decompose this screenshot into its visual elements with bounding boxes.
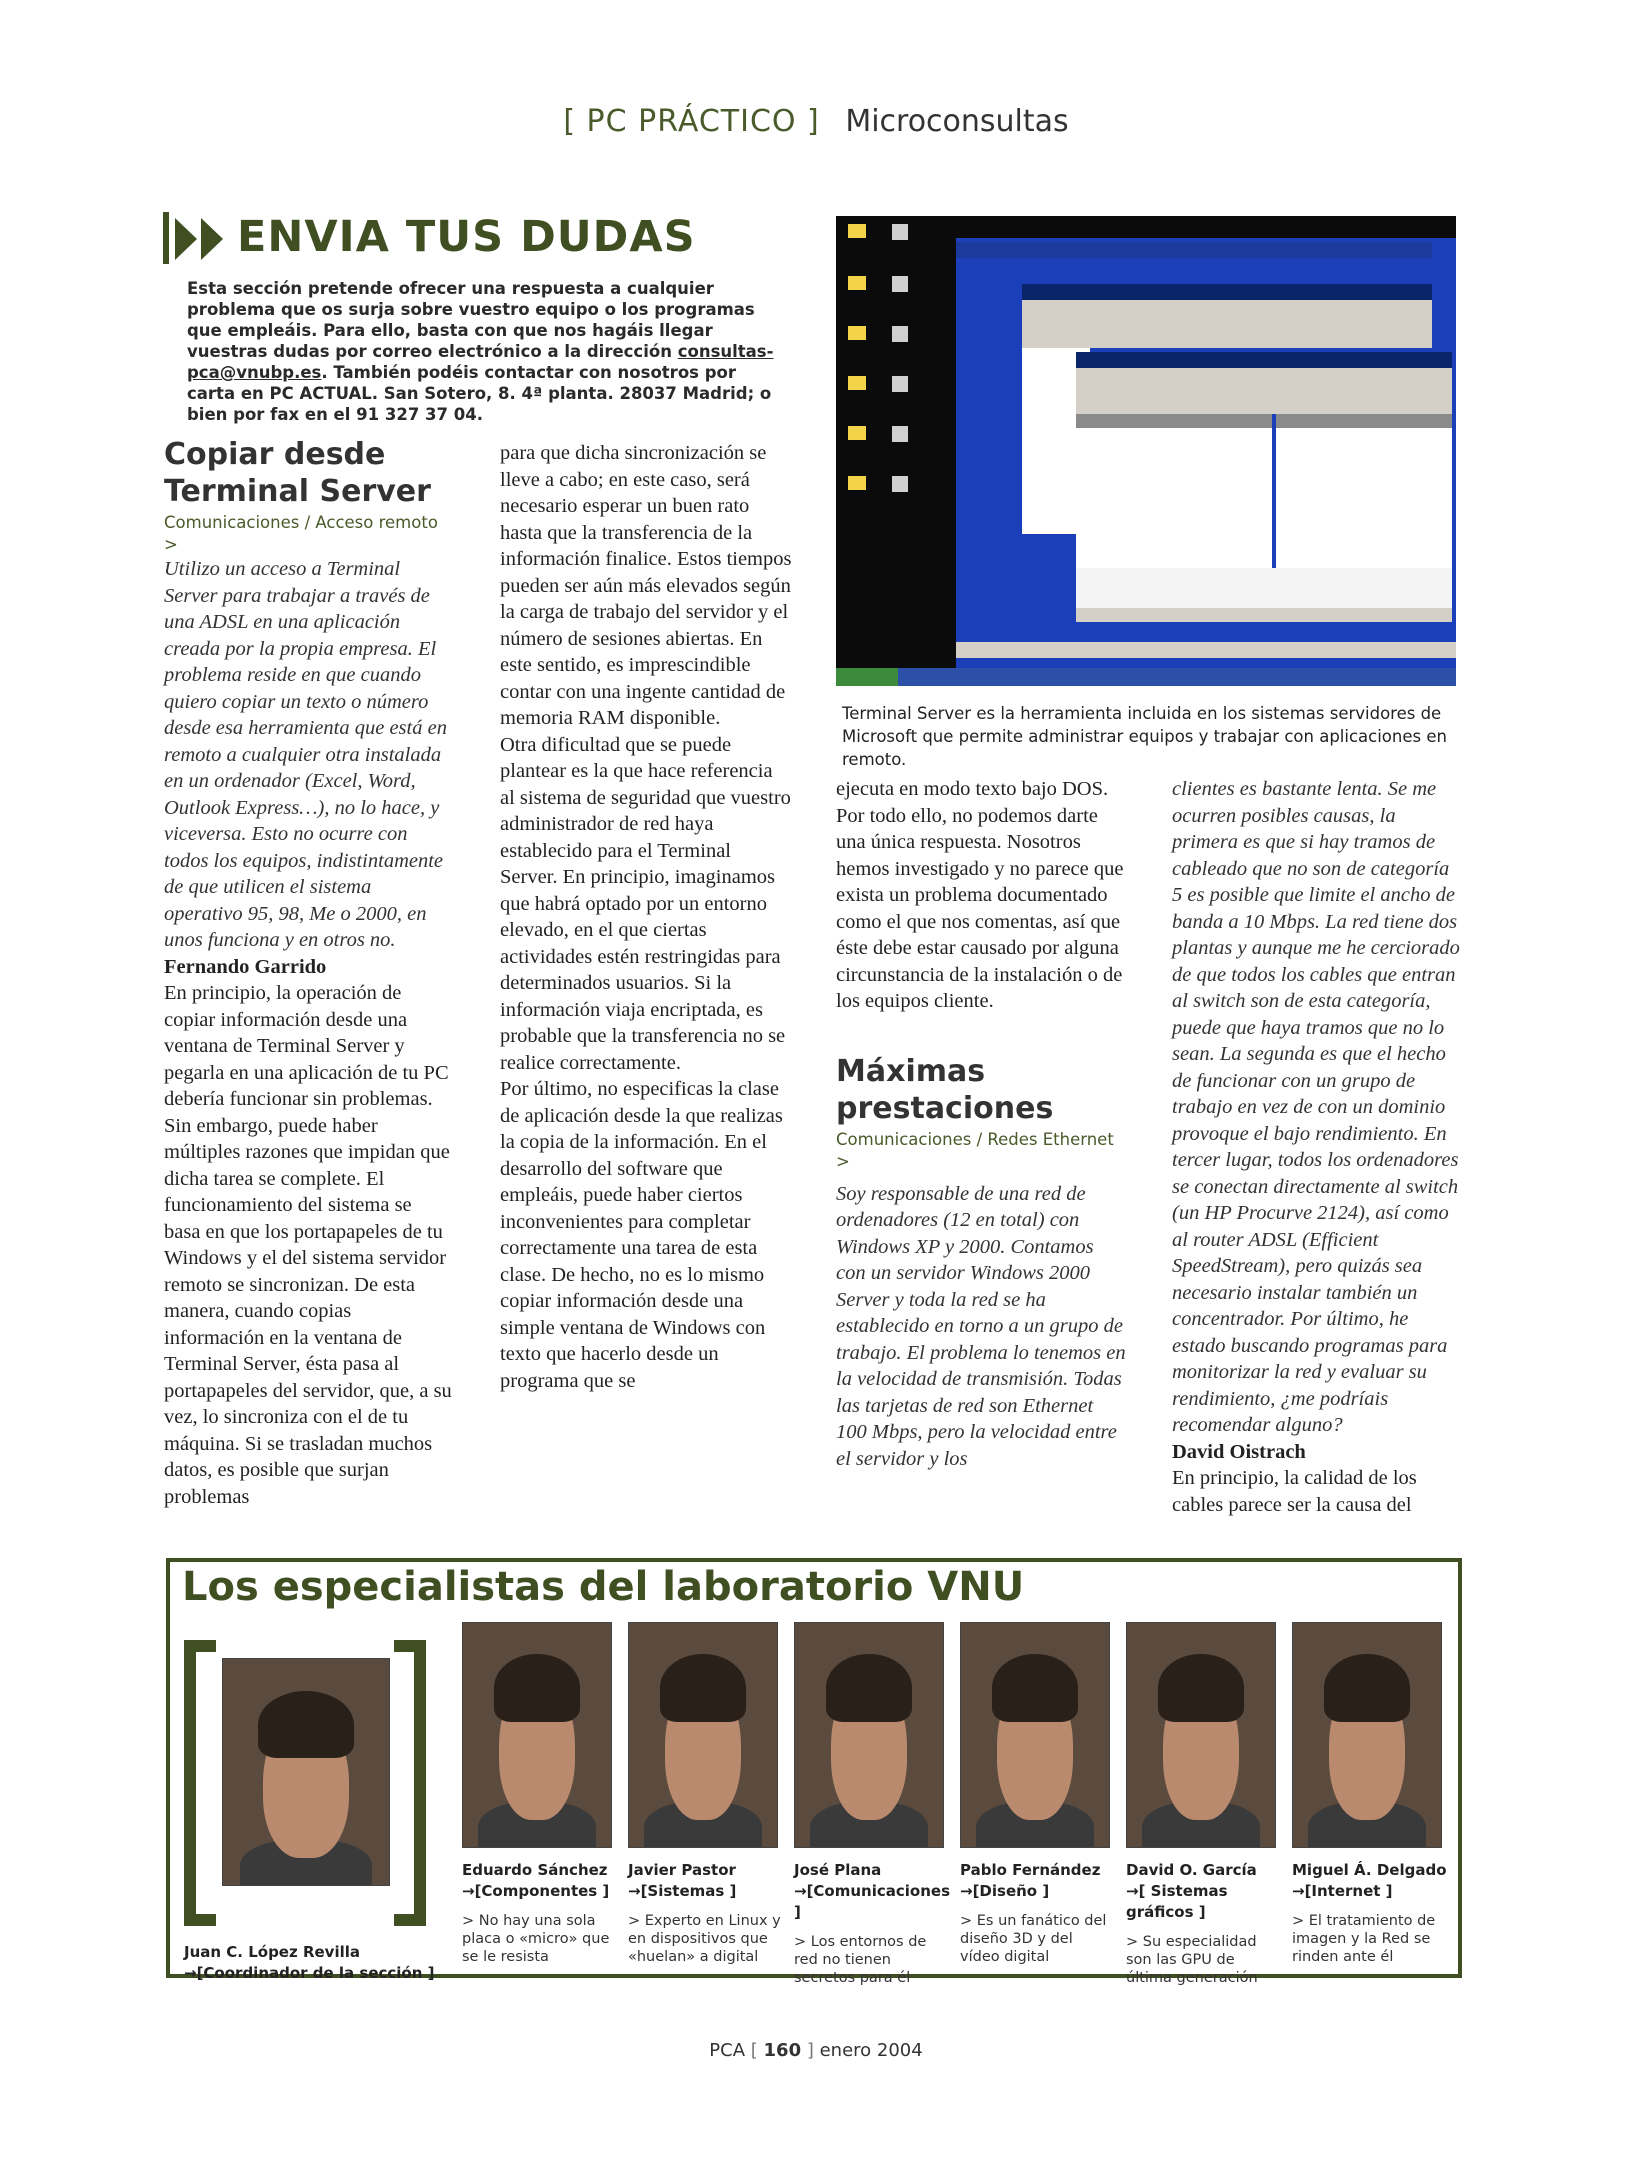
accent-bar: [163, 212, 169, 264]
article2-category: Comunicaciones / Redes Ethernet >: [836, 1129, 1114, 1171]
specialist-photo: [794, 1622, 944, 1848]
lead-name: Juan C. López Revilla: [184, 1943, 360, 1961]
article1-answer-col3-p2: Por todo ello, no podemos darte una única respuesta. Nosotros hemos investigado y no parece que exista un problema documentado como el que nos comentas, así que éste debe estar causado por alguna circunstancia de la instalación o de los equipos cliente.: [836, 804, 1124, 1012]
lead-role: →[Coordinador de la sección ]: [184, 1964, 435, 1982]
terminal-server-screenshot: [836, 216, 1456, 686]
article2-author: David Oistrach: [1172, 1440, 1306, 1463]
specialist-photo: [960, 1622, 1110, 1848]
specialist-card: [462, 1622, 618, 1966]
bracket-right: [394, 1640, 426, 1926]
lead-photo: [222, 1658, 390, 1886]
column-1: [164, 436, 452, 1510]
specialist-desc: > Su especialidad son las GPU de última generación: [1126, 1934, 1258, 1986]
specialist-desc: > Los entornos de red no tienen secretos para él: [794, 1934, 927, 1986]
subsection-label: Microconsultas: [845, 104, 1069, 139]
specialist-role: →[Diseño ]: [960, 1882, 1050, 1900]
specialist-photo: [462, 1622, 612, 1848]
specialist-role: →[Internet ]: [1292, 1882, 1393, 1900]
article2-title-line1: Máximas: [836, 1053, 986, 1089]
envia-text-before: Esta sección pretende ofrecer una respuesta a cualquier problema que os surja sobre vuestro equipo o los programas que empleáis. Para ello, basta con que nos hagáis llegar vuestras dudas por correo electrónico a la dirección: [187, 279, 755, 361]
article2-answer-col4: En principio, la calidad de los cables parece ser la causa del: [1172, 1467, 1417, 1516]
specialist-photo: [628, 1622, 778, 1848]
envia-text-after: . También podéis contactar con nosotros por carta en PC ACTUAL. San Sotero, 8. 4ª planta. 28037 Madrid; o bien por fax en el 91 327 37 04.: [187, 363, 772, 424]
article1-answer-col2-p2: Otra dificultad que se puede plantear es la que hace referencia al sistema de seguridad que vuestro administrador de red haya establecido para el Terminal Server. En principio, imaginamos que habrá optado por un entorno elevado, en el que ciertas actividades estén restringidas para determinados usuarios. Si la información viaja encriptada, es probable que la transferencia no se realice correctamente.: [500, 733, 791, 1074]
article1-title-line2: Terminal Server: [164, 474, 431, 509]
email-link[interactable]: consultas-pca@vnubp.es: [187, 342, 774, 382]
article1-category: Comunicaciones / Acceso remoto >: [164, 513, 438, 554]
bracket-left: [184, 1640, 216, 1926]
page-header: [0, 104, 1632, 139]
specialist-role: →[ Sistemas gráficos ]: [1126, 1882, 1228, 1921]
footer-date: enero 2004: [819, 2040, 923, 2061]
article2-title-line2: prestaciones: [836, 1090, 1054, 1126]
specialist-desc: > Es un fanático del diseño 3D y del vídeo digital: [960, 1913, 1107, 1965]
article1-answer-col2-p3: Por último, no especificas la clase de aplicación desde la que realizas la copia de la información. En el desarrollo del software que empleáis, puede haber ciertos inconvenientes para completar correctamente una tarea de esta clase. De hecho, no es lo mismo copiar información desde una simple ventana de Windows con texto que hacerlo desde un programa que se: [500, 1078, 783, 1392]
envia-title: ENVIA TUS DUDAS: [237, 212, 696, 262]
article1-title-line1: Copiar desde: [164, 437, 386, 472]
specialist-name: David O. García: [1126, 1861, 1257, 1879]
screenshot-caption: Terminal Server es la herramienta incluida en los sistemas servidores de Microsoft que permite administrar equipos y trabajar con aplicaciones en remoto.: [842, 704, 1447, 769]
envia-text: [187, 278, 777, 425]
specialists-title: Los especialistas del laboratorio VNU: [176, 1562, 1030, 1612]
specialist-photo: [1126, 1622, 1276, 1848]
page-number: 160: [763, 2040, 802, 2061]
column-4: [1172, 776, 1464, 1518]
specialist-card: [960, 1622, 1116, 1966]
page-footer: PCA [ 160 ] enero 2004: [709, 2040, 923, 2061]
specialist-card: [628, 1622, 784, 1966]
specialist-name: Javier Pastor: [628, 1861, 736, 1879]
article1-answer-col1: En principio, la operación de copiar información desde una ventana de Terminal Server y pegarla en una aplicación de tu PC debería funcionar sin problemas. Sin embargo, puede haber múltiples razones que impidan que dicha tarea se complete. El funcionamiento del sistema se basa en que los portapapeles de tu Windows y el del sistema servidor remoto se sincronizan. De esta manera, cuando copias información en la ventana de Terminal Server, ésta pasa al portapapeles del servidor, que, a su vez, lo sincroniza con el de tu máquina. Si se trasladan muchos datos, es posible que surjan problemas: [164, 982, 452, 1508]
article1-answer-col3-p1: ejecuta en modo texto bajo DOS.: [836, 778, 1109, 800]
specialist-role: →[Sistemas ]: [628, 1882, 737, 1900]
section-label: [ PC PRÁCTICO ]: [563, 104, 820, 139]
specialist-name: José Plana: [794, 1861, 882, 1879]
specialist-desc: > El tratamiento de imagen y la Red se rinden ante él: [1292, 1913, 1436, 1965]
specialist-name: Eduardo Sánchez: [462, 1861, 608, 1879]
specialist-role: →[Componentes ]: [462, 1882, 610, 1900]
specialist-role: →[Comunicaciones ]: [794, 1882, 950, 1921]
article2-title: [836, 1053, 1128, 1127]
specialists-box: [166, 1558, 1462, 1986]
specialist-desc: > Experto en Linux y en dispositivos que «huelan» a digital: [628, 1913, 781, 1965]
article1-question: Utilizo un acceso a Terminal Server para trabajar a través de una ADSL en una aplicación creada por la propia empresa. El problema reside en que cuando quiero copiar un texto o número desde esa herramienta que está en remoto a cualquier otra instalada en un ordenador (Excel, Word, Outlook Express…), no lo hace, y viceversa. Esto no ocurre con todos los equipos, indistintamente de que utilicen el sistema operativo 95, 98, Me o 2000, en unos funciona y en otros no.: [164, 558, 447, 951]
column-2: [500, 440, 792, 1394]
article1-title: [164, 436, 452, 510]
footer-mag: PCA: [709, 2040, 746, 2061]
specialist-name: Miguel Á. Delgado: [1292, 1861, 1447, 1879]
specialist-desc: > No hay una sola placa o «micro» que se le resista: [462, 1913, 610, 1965]
double-arrow-icon: [173, 218, 233, 260]
article1-author: Fernando Garrido: [164, 955, 327, 978]
specialist-card: [794, 1622, 950, 1987]
article2-question-col4: clientes es bastante lenta. Se me ocurren posibles causas, la primera es que si hay tramos de cableado que no son de categoría 5 es posible que limite el ancho de banda a 10 Mbps. La red tiene dos plantas y aunque me he cerciorado de que todos los cables que entran al switch son de esta categoría, puede que haya tramos que no lo sean. La segunda es que el hecho de funcionar con un grupo de trabajo en vez de con un dominio provoque el bajo rendimiento. En tercer lugar, todos los ordenadores se conectan directamente al switch (un HP Procurve 2124), así como al router ADSL (Efficient SpeedStream), pero quizás sea necesario instalar también un concentrador. Por último, he estado buscando programas para monitorizar la red y evaluar su rendimiento, ¿me podríais recomendar alguno?: [1172, 778, 1460, 1436]
article2-question-col3: Soy responsable de una red de ordenadores (12 en total) con Windows XP y 2000. Contamos con un servidor Windows 2000 Server y toda la red se ha establecido en torno a un grupo de trabajo. El problema lo tenemos en la velocidad de transmisión. Todas las tarjetas de red son Ethernet 100 Mbps, pero la velocidad entre el servidor y los: [836, 1182, 1126, 1470]
column-3: [836, 776, 1128, 1472]
desktop-screenshot-image: [836, 216, 1456, 686]
specialist-name: Pablo Fernández: [960, 1861, 1101, 1879]
article1-answer-col2-p1: para que dicha sincronización se lleve a cabo; en este caso, será necesario esperar un buen rato hasta que la transferencia de la información finalice. Estos tiempos pueden ser aún más elevados según la carga de trabajo del servidor y el número de sesiones abiertas. En este sentido, es imprescindible contar con una ingente cantidad de memoria RAM disponible.: [500, 442, 792, 729]
specialist-photo: [1292, 1622, 1442, 1848]
specialist-card: [1292, 1622, 1448, 1966]
specialist-card: [1126, 1622, 1282, 1987]
